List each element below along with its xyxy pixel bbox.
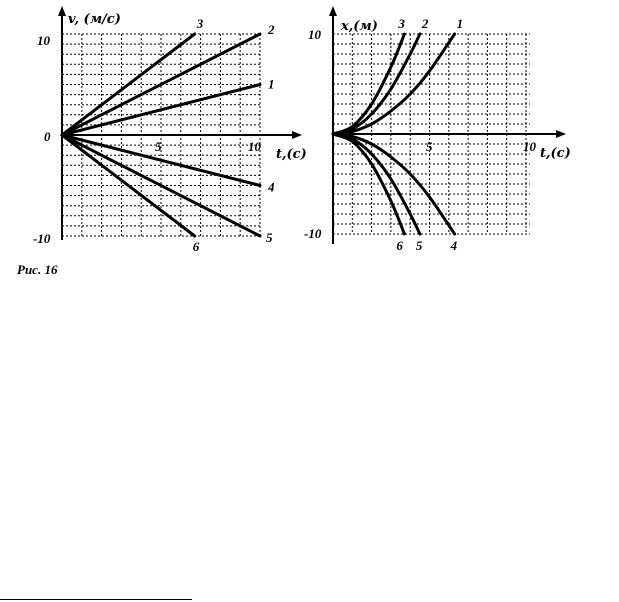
coordinate-series-2-label: 2	[421, 16, 429, 31]
velocity-x-arrow	[292, 131, 302, 139]
velocity-series-2-label: 2	[268, 22, 275, 37]
velocity-series-5-label: 5	[266, 230, 273, 245]
coordinate-y-arrow	[329, 6, 337, 16]
coordinate-x-tick-5: 5	[426, 139, 433, 154]
velocity-x-tick-5: 5	[155, 139, 162, 154]
velocity-x-label: t,(с)	[276, 147, 307, 162]
velocity-y-tick-10: 10	[37, 33, 50, 48]
footnote-separator	[0, 599, 192, 600]
coordinate-y-tick-neg10: -10	[304, 226, 322, 241]
coordinate-series-4-label: 4	[450, 238, 458, 253]
coordinate-chart	[304, 6, 571, 253]
velocity-y-tick-neg10: -10	[33, 231, 51, 246]
coordinate-x-arrow	[556, 130, 566, 138]
coordinate-y-label: x,(м)	[341, 19, 378, 34]
coordinate-series-6-label: 6	[396, 238, 403, 253]
velocity-series-6-label: 6	[192, 239, 200, 254]
velocity-y-label: v, (м/с)	[68, 12, 121, 27]
velocity-series-1-label: 1	[268, 76, 275, 92]
coordinate-x-tick-10: 10	[523, 139, 536, 154]
coordinate-y-tick-10: 10	[308, 27, 321, 42]
velocity-y-tick-0: 0	[44, 129, 51, 144]
velocity-chart	[33, 6, 307, 254]
coordinate-series-1-label: 1	[456, 16, 464, 31]
coordinate-series-3-label: 3	[398, 16, 405, 31]
velocity-x-tick-10: 10	[248, 139, 261, 154]
figure-caption: Рис. 16	[17, 262, 58, 277]
velocity-series-3-label: 3	[196, 16, 204, 31]
coordinate-x-label: t,(с)	[540, 146, 571, 161]
velocity-y-arrow	[58, 6, 66, 16]
velocity-series-4-label: 4	[268, 179, 275, 195]
coordinate-series-5-label: 5	[415, 238, 423, 253]
